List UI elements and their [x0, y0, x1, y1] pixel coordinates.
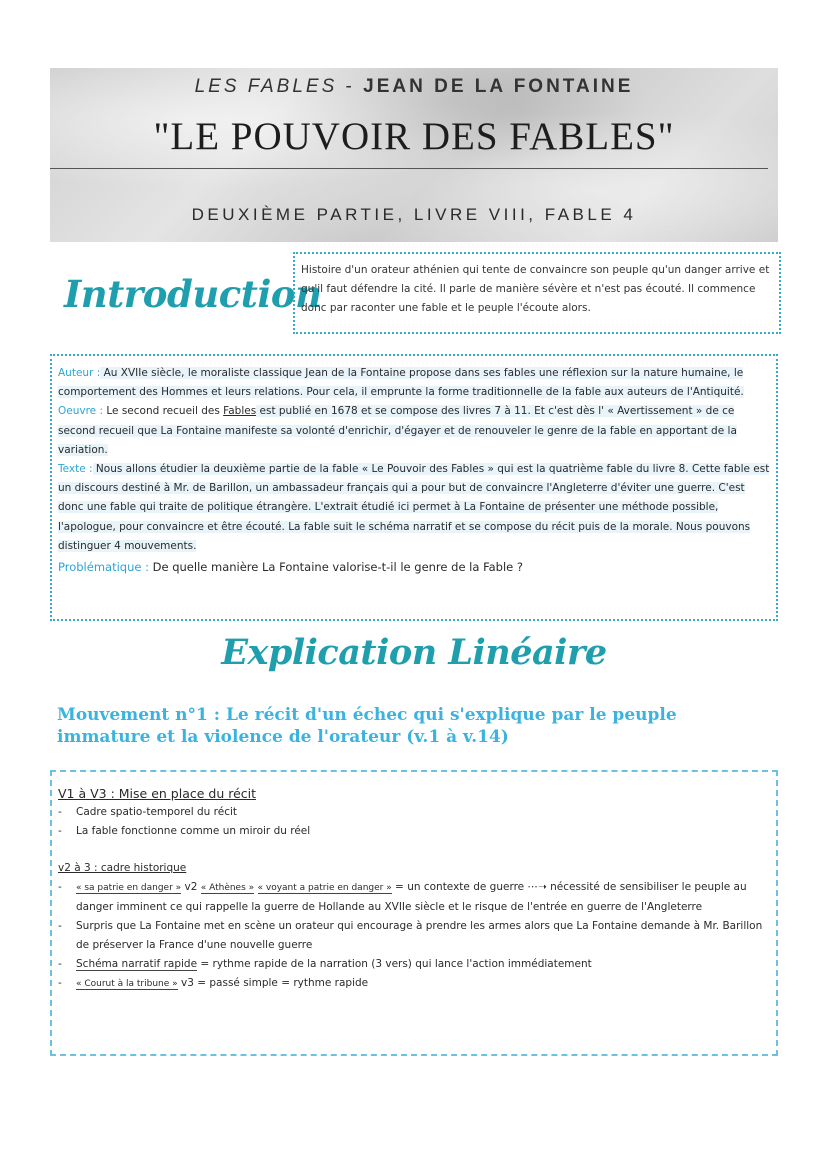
item3-underlined: Schéma narratif rapide	[76, 958, 198, 970]
texte-label: Texte :	[58, 463, 93, 476]
auteur-paragraph	[58, 364, 770, 402]
oeuvre-paragraph	[58, 402, 770, 460]
intro-heading: Introduction	[64, 272, 322, 316]
oeuvre-fables: Fables	[223, 405, 257, 418]
intro-summary-box	[293, 252, 781, 334]
page-subtitle: DEUXIÈME PARTIE, LIVRE VIII, FABLE 4	[191, 205, 637, 224]
list-item: - Surpris que La Fontaine met en scène un orateur qui encourage à prendre les armes alors que La Fontaine demande à Mr. Barillon de préserver la France d'une nouvelle guerre	[58, 917, 770, 955]
header-banner	[50, 68, 778, 242]
list-item	[58, 955, 770, 974]
problematique-paragraph	[58, 558, 770, 577]
quote-athenes: « Athènes »	[200, 883, 255, 893]
mouvement-box	[50, 770, 778, 1056]
list-item	[58, 878, 770, 917]
section1-list	[58, 803, 770, 841]
intro-summary: Histoire d'un orateur athénien qui tente de convaincre son peuple qu'un danger arrive et qu'il faut défendre la cité. Il parle de manière sévère et n'est pas écouté. Il commence donc par raconter une fable et le peuple l'écoute alors.	[301, 264, 770, 314]
item3-rest: = rythme rapide de la narration (3 vers) qui lance l'action immédiatement	[197, 958, 592, 970]
problematique-text: De quelle manière La Fontaine valorise-t-il le genre de la Fable ?	[148, 560, 524, 575]
page-title: "LE POUVOIR DES FABLES"	[153, 115, 675, 158]
book-title: LES FABLES	[194, 76, 338, 97]
section2-list	[58, 878, 770, 994]
quote-patrie: « sa patrie en danger »	[76, 883, 182, 893]
oeuvre-text-a: Le second recueil des	[103, 405, 224, 418]
item1-verse: v2	[181, 881, 201, 893]
auteur-text: Au XVIIe siècle, le moraliste classique Jean de la Fontaine propose dans ses fables une réflexion sur la nature humaine, le comportement des Hommes et leurs relations. Pour cela, il emprunte la forme traditionnelle de la fable aux auteurs de l'Antiquité.	[58, 367, 744, 399]
item1-rest: = un contexte de guerre ⋯➝ nécessité de sensibiliser le peuple au danger imminent ce qui rappelle la guerre de Hollande au XVIIe siècle et le risque de l'entrée en guerre de l'Angleterre	[76, 881, 747, 913]
list-item	[58, 974, 770, 994]
quote-voyant: « voyant a patrie en danger »	[257, 883, 392, 893]
list-item: - La fable fonctionne comme un miroir du réel	[58, 822, 770, 841]
list-item: - Cadre spatio-temporel du récit	[58, 803, 770, 822]
item4-rest: v3 = passé simple = rythme rapide	[177, 977, 369, 989]
problematique-label: Problématique :	[58, 560, 149, 575]
mouvement-title: Mouvement n°1 : Le récit d'un échec qui s'explique par le peuple immature et la violence de l'orateur (v.1 à v.14)	[57, 705, 677, 747]
texte-text: Nous allons étudier la deuxième partie de la fable « Le Pouvoir des Fables » qui est la quatrième fable du livre 8. Cette fable est un discours destiné à Mr. de Barillon, un ambassadeur français qui a pour but de convaincre l'Angleterre d'éviter une guerre. C'est donc une fable qui traite de politique étrangère. L'extrait étudié ici permet à La Fontaine de présenter une méthode possible, l'apologue, pour convaincre et être écouté. La fable suit le schéma narratif et se compose du récit puis de la morale. Nous pouvons distinguer 4 mouvements.	[58, 463, 770, 552]
section2-title: v2 à 3 : cadre historique	[58, 862, 187, 874]
title-divider	[50, 168, 768, 169]
explication-heading: Explication Linéaire	[221, 632, 607, 673]
separator: -	[337, 76, 364, 97]
auteur-label: Auteur :	[58, 367, 101, 379]
book-author-line	[50, 76, 778, 98]
context-box	[50, 354, 778, 621]
author-name: JEAN DE LA FONTAINE	[363, 76, 634, 97]
texte-paragraph	[58, 460, 770, 556]
quote-courut: « Courut à la tribune »	[76, 979, 178, 989]
oeuvre-label: Oeuvre :	[58, 405, 104, 418]
oeuvre-text-b: est publié en 1678 et se compose des livres 7 à 11. Et c'est dès l' « Avertissement » de ce second recueil que La Fontaine manifeste sa volonté d'enrichir, d'égayer et de renouveler le genre de la fable en apportant de la variation.	[58, 405, 737, 456]
section1-title: V1 à V3 : Mise en place du récit	[58, 786, 257, 801]
